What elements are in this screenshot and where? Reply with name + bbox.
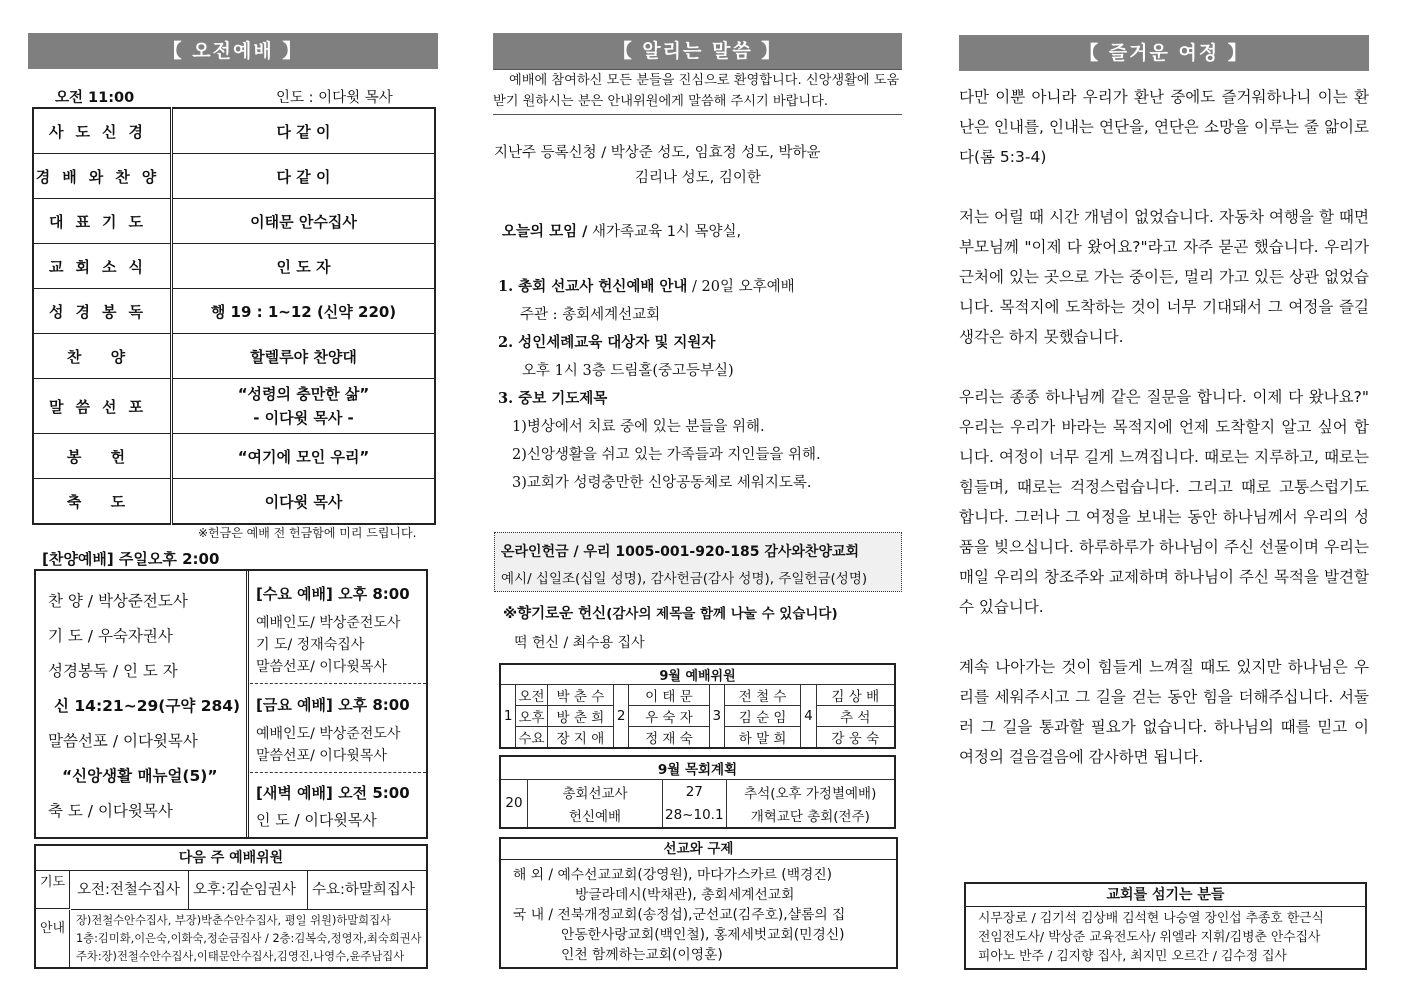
online-offering-example: 예시/ 십일조(십일 성명), 감사헌금(감사 성명), 주일헌금(성명) [501, 571, 868, 587]
order-row [33, 479, 435, 525]
duty-label: 오후 [516, 706, 548, 727]
order-value-sermon [172, 379, 436, 434]
duty-name: 박 춘 수 [547, 685, 613, 706]
duty-name: 김 순 임 [724, 706, 800, 727]
duty-name: 이 태 문 [629, 685, 709, 706]
online-offering-box [494, 532, 902, 592]
plan-day-3: 28~10.1 [663, 804, 727, 828]
praise-scripture: 신 14:21~29(구약 284) [54, 697, 241, 715]
plan-day: 20 [500, 780, 528, 828]
wednesday-line: 기 도/ 정재숙집사 [256, 637, 365, 653]
next-pray-label: 기도 [36, 871, 70, 909]
dawn-title: [새벽 예배] 오전 5:00 [256, 784, 410, 802]
essay-paragraph: 계속 나아가는 것이 힘들게 느껴질 때도 있지만 하나님은 우리를 세워주시고 그 길을 걷는 동안 힘을 더해주십니다. 서둘러 그 길을 통과할 필요가 없습니다. 하나님의 때를 믿고 이 여정의 걸음걸음에 감사하면 됩니다. [959, 658, 1369, 766]
prayer-item: 1)병상에서 치료 중에 있는 분들을 위해. [512, 419, 765, 435]
order-label: 봉 헌 [33, 434, 172, 479]
duty-name: 정 재 숙 [629, 727, 709, 749]
staff-line: 피아노 반주 / 김지향 집사, 최지민 오르간 / 김수정 집사 [978, 949, 1287, 964]
mission-abroad-2: 방글라데시(박채관), 총회세계선교회 [575, 887, 795, 903]
fragrance-note: (감사의 제목을 함께 나눌 수 있습니다) [606, 606, 838, 622]
friday-line: 말씀선포/ 이다윗목사 [256, 748, 387, 764]
order-label: 대표기도 [33, 199, 172, 244]
mission-box [499, 837, 898, 969]
order-value: 인 도 자 [172, 244, 436, 289]
next-pray-morning: 오전:전철수집사 [77, 882, 180, 898]
praise-order [36, 571, 249, 837]
order-label: 사도신경 [33, 108, 172, 154]
plan-title: 9월 목회계획 [500, 756, 895, 780]
duty-title: 9월 예배위원 [500, 664, 895, 685]
plan-event-1a: 총회선교사 [528, 780, 663, 804]
next-guide-line: 주차:장)전철수안수집사,이태문안수집사,김영진,나영수,윤주남집사 [76, 950, 405, 963]
plan-event-1b: 헌신예배 [528, 804, 663, 828]
order-label: 성경봉독 [33, 289, 172, 334]
duty-week: 3 [709, 685, 724, 749]
praise-worship-box [34, 569, 428, 839]
next-guide-line: 1층:김미화,이은숙,이화숙,정순금집사 / 2층:김복숙,정영자,최숙희권사 [76, 932, 422, 945]
essay [959, 82, 1369, 772]
order-row [33, 289, 435, 334]
plan-event-2b: 개혁교단 총회(전주) [726, 804, 895, 828]
dawn-worship [250, 773, 426, 837]
worship-order-table [32, 107, 436, 525]
plan-day-2: 27 [663, 780, 727, 804]
fragrance-line: 떡 헌신 / 최수용 집사 [514, 635, 645, 651]
mission-domestic-label: 국 내 / [513, 907, 554, 923]
next-pray-wednesday: 수요:하말희집사 [307, 871, 415, 909]
mission-abroad-1: 예수선교교회(강영원), 마다가스카르 (백경진) [557, 867, 833, 883]
duty-table [499, 663, 896, 749]
duty-name: 강 웅 숙 [816, 727, 895, 749]
joyful-journey-banner: 【 즐거운 여정 】 [959, 35, 1369, 71]
friday-worship [250, 684, 426, 773]
duty-name: 전 철 수 [724, 685, 800, 706]
notice-3: 3. 중보 기도제목 [498, 390, 608, 407]
duty-name: 우 숙 자 [629, 706, 709, 727]
order-value: 다 같 이 [172, 154, 436, 199]
staff-lines [978, 909, 1324, 966]
order-row [33, 154, 435, 199]
prayer-item: 3)교회가 성령충만한 신앙공동체로 세워지도록. [512, 475, 812, 491]
order-row [33, 434, 435, 479]
next-guide-lines [76, 912, 422, 966]
next-pray-afternoon: 오후:김순임권사 [188, 871, 296, 909]
order-row [33, 379, 435, 434]
wednesday-title: [수요 예배] 오후 8:00 [256, 585, 410, 603]
praise-item: 성경봉독 / 인 도 자 [48, 662, 178, 680]
order-label: 축 도 [33, 479, 172, 525]
wednesday-line: 말씀선포/ 이다윗목사 [256, 659, 387, 675]
mission-domestic-2: 안동한사랑교회(백인철), 홍제세벗교회(민경신) [561, 927, 845, 943]
notice-list [498, 273, 821, 497]
meeting-label: 오늘의 모임 / [502, 224, 588, 240]
mission-domestic-1: 전북개정교회(송정섭),군선교(김주호),샬롬의 집 [557, 907, 846, 923]
order-label: 경배와찬양 [33, 154, 172, 199]
essay-paragraph: 저는 어릴 때 시간 개념이 없었습니다. 자동차 여행을 할 때면 부모님께 "이제 다 왔어요?"라고 자주 묻곤 했습니다. 우리가 근처에 있는 곳으로 가는 중이든, 멀리 가고 있든 상관 없었습니다. 목적지에 도착하는 것이 너무 기대돼서 그 여정을 즐길 생각은 하지 못했습니다. [959, 208, 1369, 346]
plan-event-2a: 추석(오후 가정별예배) [726, 780, 895, 804]
praise-item: 찬 양 / 박상준전도사 [48, 592, 188, 610]
registration-line-1: 지난주 등록신청 / 박상준 성도, 임효정 성도, 박하윤 [494, 145, 821, 161]
dawn-line: 인 도 / 이다윗목사 [256, 811, 377, 829]
online-offering-account: 온라인헌금 / 우리 1005-001-920-185 감사와찬양교회 [501, 544, 860, 560]
friday-line: 예배인도/ 박상준전도사 [256, 726, 401, 742]
order-value: 다 같 이 [172, 108, 436, 154]
order-value: 이다윗 목사 [172, 479, 436, 525]
next-week-title: 다음 주 예배위원 [36, 846, 426, 871]
wednesday-line: 예배인도/ 박상준전도사 [256, 615, 401, 631]
praise-item: 기 도 / 우숙자권사 [48, 627, 173, 645]
meeting-value: 새가족교육 1시 목양실, [587, 224, 742, 240]
duty-label: 수요 [516, 727, 548, 749]
worship-time: 오전 11:00 [55, 90, 135, 106]
offering-note: ※헌금은 예배 전 헌금함에 미리 드립니다. [198, 526, 417, 540]
sermon-preacher: - 이다윗 목사 - [253, 409, 354, 427]
fragrance-title: ※향기로운 헌신 [503, 606, 607, 622]
praise-item: 말씀선포 / 이다윗목사 [48, 732, 198, 750]
essay-paragraph: 다만 이뿐 아니라 우리가 환난 중에도 즐거워하나니 이는 환난은 인내를, 인내는 연단을, 연단은 소망을 이루는 줄 앎이로다(롬 5:3-4) [959, 88, 1369, 166]
wednesday-worship [250, 571, 426, 684]
next-guide-label: 안내 [36, 910, 70, 967]
notice-1-sub: 주관 : 총회세계선교회 [520, 307, 661, 323]
duty-name: 김 상 배 [816, 685, 895, 706]
friday-title: [금요 예배] 오후 8:00 [256, 696, 410, 714]
praise-worship-title: [찬양예배] 주일오후 2:00 [42, 550, 220, 568]
duty-name: 장 지 애 [547, 727, 613, 749]
next-pray-row [71, 871, 426, 910]
duty-week: 4 [801, 685, 816, 749]
duty-name: 하 말 희 [724, 727, 800, 749]
mission-abroad-label: 해 외 / [513, 867, 554, 883]
mission-lines [513, 865, 845, 965]
order-value: “여기에 모인 우리” [172, 434, 436, 479]
order-row [33, 334, 435, 379]
worship-leader: 인도 : 이다윗 목사 [276, 90, 393, 106]
fragrance-offering [503, 602, 838, 623]
duty-label: 오전 [516, 685, 548, 706]
duty-week: 1 [500, 685, 516, 749]
ministry-plan-table [499, 755, 896, 829]
sermon-title: “성령의 충만한 삶” [237, 385, 370, 403]
announcements-banner: 【 알리는 말씀 】 [493, 33, 902, 69]
next-guide-line: 장)전철수안수집사, 부장)박춘수안수집사, 평일 위원)하말희집사 [76, 914, 391, 927]
staff-line: 전임전도사/ 박상준 교육전도사/ 위엘라 지휘/김병춘 안수집사 [978, 930, 1321, 945]
order-row [33, 199, 435, 244]
mission-domestic-3: 인천 함께하는교회(이영훈) [561, 947, 723, 963]
order-value: 할렐루야 찬양대 [172, 334, 436, 379]
duty-week: 2 [613, 685, 628, 749]
morning-worship-banner: 【 오전예배 】 [28, 33, 438, 69]
prayer-item: 2)신앙생활을 쉬고 있는 가족들과 지인들을 위해. [512, 447, 821, 463]
order-label: 교회소식 [33, 244, 172, 289]
mission-title: 선교와 구제 [501, 839, 896, 860]
praise-sermon-title: “신앙생활 매뉴얼(5)” [62, 767, 218, 785]
order-label: 찬 양 [33, 334, 172, 379]
registration-line-2: 김리나 성도, 김이한 [635, 170, 761, 186]
staff-title: 교회를 섬기는 분들 [966, 884, 1365, 907]
essay-paragraph: 우리는 종종 하나님께 같은 질문을 합니다. 이제 다 왔나요?" 우리는 우리가 바라는 목적지에 언제 도착할지 알고 싶어 합니다. 여정이 너무 길게 느껴집니다. 때로는 지루하고, 때로는 힘들며, 때로는 걱정스럽습니다. 그리고 때로 고통스럽기도 합니다. 그러나 그 여정을 보내는 동안 하나님께서 우리의 성품을 빚으십니다. 하루하루가 하나님이 주신 선물이며 우리는 매일 우리의 창조주와 교제하며 하나님이 주신 목적을 발견할 수 있습니다. [959, 388, 1369, 616]
staff-line: 시무장로 / 김기석 김상배 김석현 나승열 장인섭 추종호 한근식 [978, 911, 1324, 926]
notice-2-sub: 오후 1시 3층 드림홀(중고등부실) [522, 363, 734, 379]
welcome-message: 예배에 참여하신 모든 분들을 진심으로 환영합니다. 신앙생활에 도움받기 원하시는 분은 안내위원에게 말씀해 주시기 바랍니다. [493, 69, 902, 115]
order-value: 이태문 안수집사 [172, 199, 436, 244]
todays-meeting [502, 220, 741, 241]
next-week-committee [34, 844, 428, 969]
praise-item: 축 도 / 이다윗목사 [48, 802, 173, 820]
order-label: 말씀선포 [33, 379, 172, 434]
church-staff-box [964, 882, 1367, 970]
order-row [33, 108, 435, 154]
duty-name: 추 석 [816, 706, 895, 727]
notice-2: 2. 성인세례교육 대상자 및 지원자 [498, 334, 716, 351]
order-row [33, 244, 435, 289]
order-value: 행 19 : 1~12 (신약 220) [172, 289, 436, 334]
notice-1: 1. 총회 선교사 헌신예배 안내 / 20일 오후예배 [498, 278, 795, 295]
duty-name: 방 춘 희 [547, 706, 613, 727]
